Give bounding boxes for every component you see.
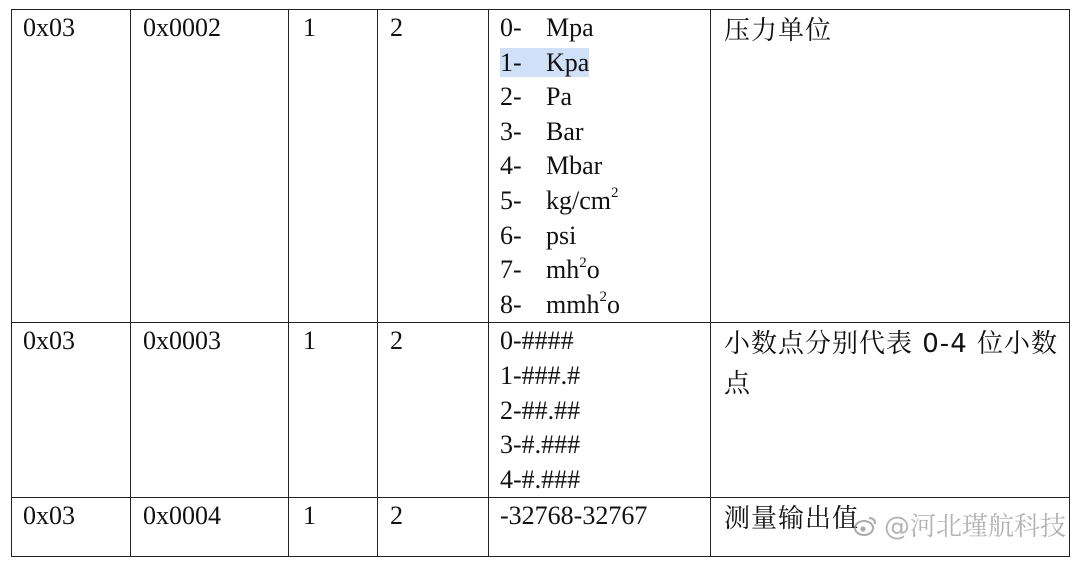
slave-value: 0x03 (23, 501, 75, 531)
description-text: 小数点分别代表 0-4 位小数点 (724, 329, 1058, 400)
decimal-format: 2-##.## (500, 395, 581, 425)
column4-cell (378, 323, 489, 498)
address-value: 0x0004 (143, 501, 221, 531)
decimal-formats-list (500, 323, 710, 497)
column3-cell (289, 10, 378, 323)
column4-value: 2 (390, 326, 403, 356)
slave-cell (12, 323, 131, 498)
column4-value: 2 (390, 13, 403, 42)
column4-cell (378, 498, 489, 557)
decimal-formats-cell (489, 323, 711, 498)
address-cell (131, 498, 289, 557)
register-table (11, 9, 1070, 557)
slave-value: 0x03 (23, 326, 75, 356)
unit-option: 5- $kg/cm^2$ (500, 185, 619, 215)
unit-option: 4- Mbar (500, 151, 603, 181)
unit-option: 2- Pa (500, 82, 572, 112)
address-cell (131, 10, 289, 323)
decimal-format: 4-#.### (500, 464, 581, 494)
slave-cell (12, 498, 131, 557)
column3-value: 1 (303, 326, 316, 356)
selection-highlight: 1- Kpa (500, 47, 590, 77)
decimal-format: 0-#### (500, 326, 574, 356)
unit-option: 0- Mpa (500, 13, 594, 42)
unit-option: 8- mmh$^2$o (500, 289, 620, 319)
watermark-text: @河北瑾航科技 (883, 512, 1066, 542)
decimal-format: 3-#.### (500, 430, 581, 460)
column4-cell (378, 10, 489, 323)
description-cell (711, 10, 1070, 323)
value-range-cell (489, 498, 711, 557)
address-cell (131, 323, 289, 498)
unit-option-selected (500, 46, 710, 81)
unit-option: 7- $mh^2o$ (500, 254, 600, 285)
unit-option: 3- Bar (500, 116, 584, 146)
unit-option: 6- psi (500, 220, 577, 250)
address-value: 0x0002 (143, 13, 221, 42)
watermark (854, 506, 1066, 543)
address-value: 0x0003 (143, 326, 221, 356)
description-text: 测量输出值 (724, 504, 860, 535)
table-row (12, 323, 1070, 498)
description-text: 压力单位 (724, 16, 833, 46)
value-range: -32768-32767 (500, 501, 648, 531)
unit-options-cell (489, 10, 711, 323)
column3-cell (289, 498, 378, 557)
slave-value: 0x03 (23, 13, 75, 42)
unit-options-list (500, 10, 710, 322)
decimal-format: 1-###.# (500, 360, 581, 390)
table-row (12, 10, 1070, 323)
column3-cell (289, 323, 378, 498)
slave-cell (12, 10, 131, 323)
weibo-logo-icon (854, 514, 878, 536)
column3-value: 1 (303, 501, 316, 531)
description-cell (711, 323, 1070, 498)
column3-value: 1 (303, 13, 316, 42)
column4-value: 2 (390, 501, 403, 531)
